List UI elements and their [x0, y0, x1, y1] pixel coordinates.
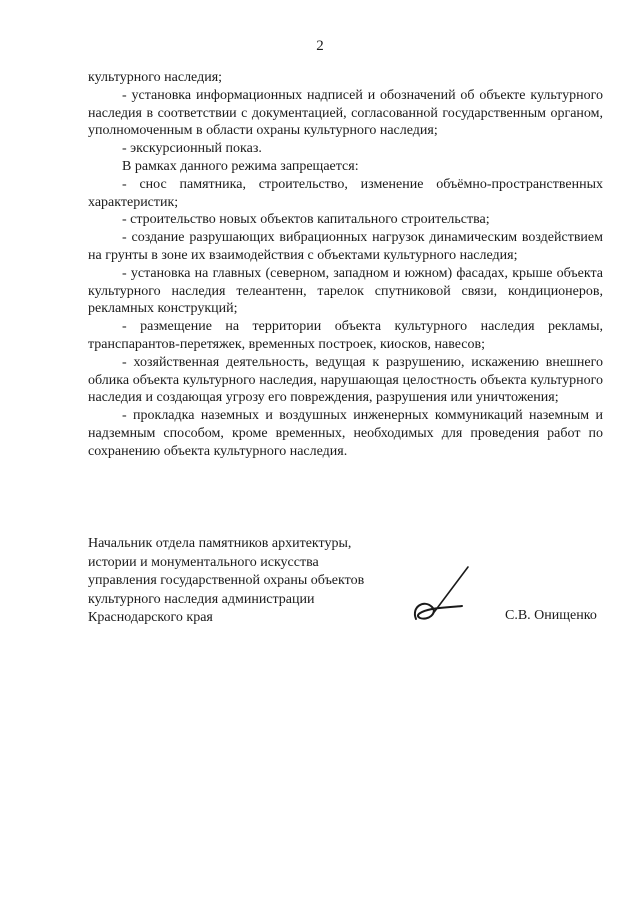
paragraph-economic-activity: - хозяйственная деятельность, ведущая к разрушению, искажению внешнего облика объекта культурного наследия, нарушающая целостность объекта культурного наследия и создающая угрозу его повреждения, разрушения или уничтожения; — [88, 354, 603, 406]
signatory-position — [88, 535, 364, 628]
paragraph-excursion: - экскурсионный показ. — [122, 141, 262, 157]
paragraph-demolition: - снос памятника, строительство, изменение объёмно-пространственных характеристик; — [88, 176, 603, 210]
paragraph-info-signs: - установка информационных надписей и обозначений об объекте культурного наследия в соответствии с документацией, согласованной государственным органом, уполномоченным в области охраны культурного наследия; — [88, 87, 603, 139]
paragraph-facade-installations: - установка на главных (северном, западном и южном) фасадах, крыше объекта культурного наследия телеантенн, тарелок спутниковой связи, кондиционеров, рекламных конструкций; — [88, 265, 603, 317]
signer-name: С.В. Онищенко — [505, 608, 597, 623]
position-line: культурного наследия администрации — [88, 591, 315, 607]
paragraph-vibration-loads: - создание разрушающих вибрационных нагрузок динамическим воздействием на грунты в зоне их взаимодействия с объектами культурного наследия; — [88, 230, 603, 263]
body-text — [88, 69, 603, 461]
page-number: 2 — [316, 38, 324, 54]
paragraph-prohibitions-heading: В рамках данного режима запрещается: — [122, 158, 359, 174]
paragraph-advertising: - размещение на территории объекта культурного наследия рекламы, транспарантов-перетяжек, временных построек, киосков, навесов; — [88, 319, 603, 352]
position-line: истории и монументального искусства — [88, 554, 319, 570]
position-line: управления государственной охраны объектов — [88, 573, 365, 588]
handwritten-signature-icon — [402, 563, 474, 625]
position-line: Краснодарского края — [88, 610, 213, 625]
paragraph-continuation: культурного наследия; — [88, 70, 223, 85]
paragraph-utilities: - прокладка наземных и воздушных инженерных коммуникаций наземным и надземным способом, кроме временных, необходимых для проведения работ по сохранению объекта культурного наследия. — [88, 408, 603, 459]
position-line: Начальник отдела памятников архитектуры, — [88, 536, 352, 551]
paragraph-new-construction: - строительство новых объектов капитального строительства; — [122, 212, 490, 228]
